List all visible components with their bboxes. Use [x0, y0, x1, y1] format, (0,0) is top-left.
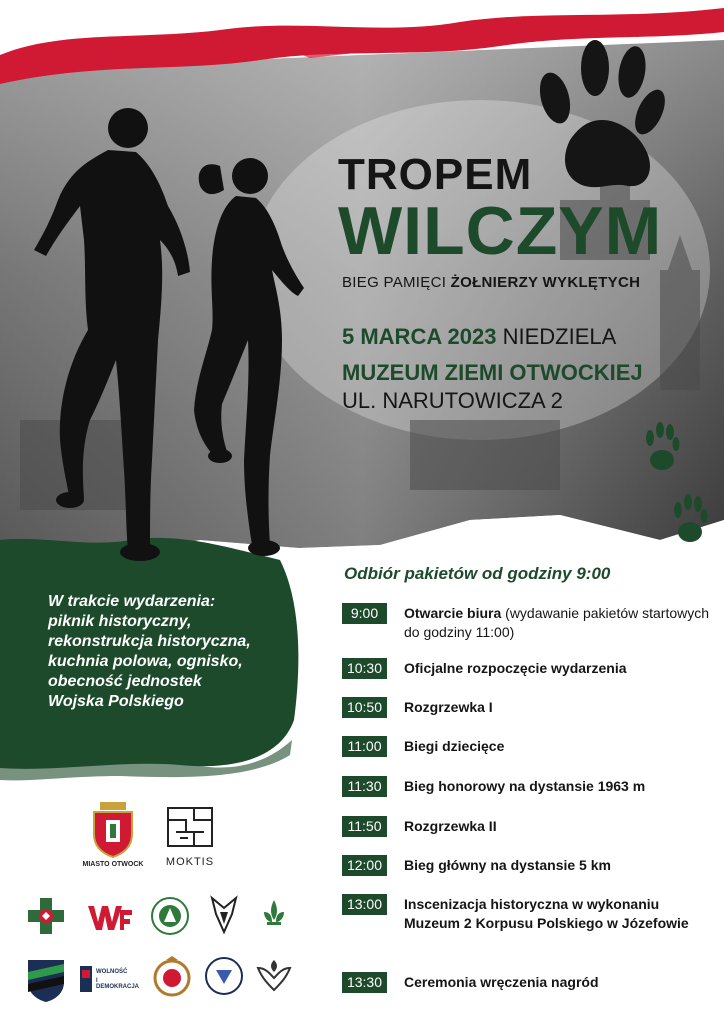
schedule-event-title: Inscenizacja historyczna w wykonaniu Muzeum 2 Korpusu Polskiego w Józefowie	[404, 896, 689, 931]
focus-logo	[204, 956, 244, 1001]
schedule-event	[404, 895, 704, 933]
otwock-shield-icon	[88, 802, 138, 858]
schedule-event-title: Biegi dziecięce	[404, 738, 505, 754]
wolnosc-line1: WOLNOŚĆ	[96, 969, 128, 975]
schedule-time: 11:00	[342, 736, 387, 757]
schedule-event	[404, 777, 712, 796]
schedule-event	[404, 817, 712, 836]
schedule-event	[404, 973, 712, 992]
schedule-header: Odbiór pakietów od godziny 9:00	[344, 564, 611, 583]
schedule-time: 10:50	[342, 697, 387, 718]
side-info-line: obecność jednostek	[48, 673, 202, 690]
subtitle-normal: BIEG PAMIĘCI	[342, 274, 451, 291]
side-info-line: piknik historyczny,	[48, 613, 192, 630]
schedule-event-title: Bieg honorowy na dystansie 1963 m	[404, 778, 646, 794]
schedule-event-title: Oficjalne rozpoczęcie wydarzenia	[404, 660, 627, 676]
wf-logo	[86, 902, 134, 937]
schedule-event-title: Rozgrzewka II	[404, 818, 497, 834]
moktis-maze-icon	[166, 806, 214, 848]
schedule-event	[404, 604, 712, 642]
striped-shield-icon	[26, 958, 66, 1002]
fleur-de-lis-icon	[262, 898, 286, 932]
venue-address: UL. NARUTOWICZA 2	[342, 388, 563, 413]
schedule-time: 13:30	[342, 972, 387, 993]
event-date-bold: 5 MARCA 2023	[342, 324, 497, 349]
wf-letters-icon	[86, 902, 134, 932]
round-badge-icon	[152, 956, 192, 998]
schedule-time: 11:50	[342, 816, 387, 837]
schedule-event-note: (wydawanie pakietów startowych do godziny 11:00)	[404, 605, 710, 640]
schedule-time: 13:00	[342, 894, 387, 915]
schedule-time: 12:00	[342, 855, 387, 876]
badge-logo	[152, 956, 192, 1003]
side-info-line: W trakcie wydarzenia:	[48, 593, 216, 610]
wolnosc-line2: I DEMOKRACJA	[96, 978, 140, 990]
schedule-event-title: Otwarcie biura	[404, 605, 502, 621]
scouts-lily-logo	[262, 898, 286, 937]
otwock-coat-of-arms-logo	[88, 802, 138, 866]
schedule-event	[404, 659, 712, 678]
title-tropem: TROPEM	[338, 150, 533, 199]
subtitle	[342, 274, 640, 291]
schedule-event	[404, 737, 712, 756]
wot-cross-logo	[26, 896, 66, 941]
shield-stripes-logo	[26, 958, 66, 1007]
event-day: NIEDZIELA	[496, 324, 617, 349]
schedule-event-title: Rozgrzewka I	[404, 699, 493, 715]
eagle-icon	[256, 956, 292, 996]
side-info-line: rekonstrukcja historyczna,	[48, 633, 251, 650]
schedule-time: 11:30	[342, 776, 387, 797]
side-info-line: Wojska Polskiego	[48, 693, 184, 710]
schedule-time: 10:30	[342, 658, 387, 679]
title-wilczym: WILCZYM	[338, 193, 663, 269]
eagle-knight-icon	[208, 894, 240, 936]
venue-name: MUZEUM ZIEMI OTWOCKIEJ	[342, 360, 643, 385]
schedule-event-title: Ceremonia wręczenia nagród	[404, 974, 599, 990]
military-cross-icon	[26, 896, 66, 936]
side-info	[48, 592, 298, 712]
moktis-logo	[166, 806, 214, 848]
subtitle-bold: ŻOŁNIERZY WYKLĘTYCH	[450, 274, 641, 291]
schedule-time: 9:00	[342, 603, 387, 624]
schedule-event	[404, 856, 712, 875]
event-date	[342, 324, 616, 350]
focus-circle-icon	[204, 956, 244, 996]
lachy-logo	[208, 894, 240, 941]
otwock-caption: MIASTO OTWOCK	[82, 861, 144, 868]
moktis-caption: MOKTIS	[165, 856, 215, 868]
schedule-event	[404, 698, 712, 717]
wolnosc-emblem-icon	[80, 966, 92, 992]
schedule-event-title: Bieg główny na dystansie 5 km	[404, 857, 611, 873]
wolnosc-demokracja-logo	[80, 966, 142, 992]
lasy-panstwowe-icon	[150, 896, 190, 936]
side-info-line: kuchnia polowa, ognisko,	[48, 653, 243, 670]
lasy-panstwowe-logo	[150, 896, 190, 941]
eagle-foundation-logo	[256, 956, 292, 1001]
